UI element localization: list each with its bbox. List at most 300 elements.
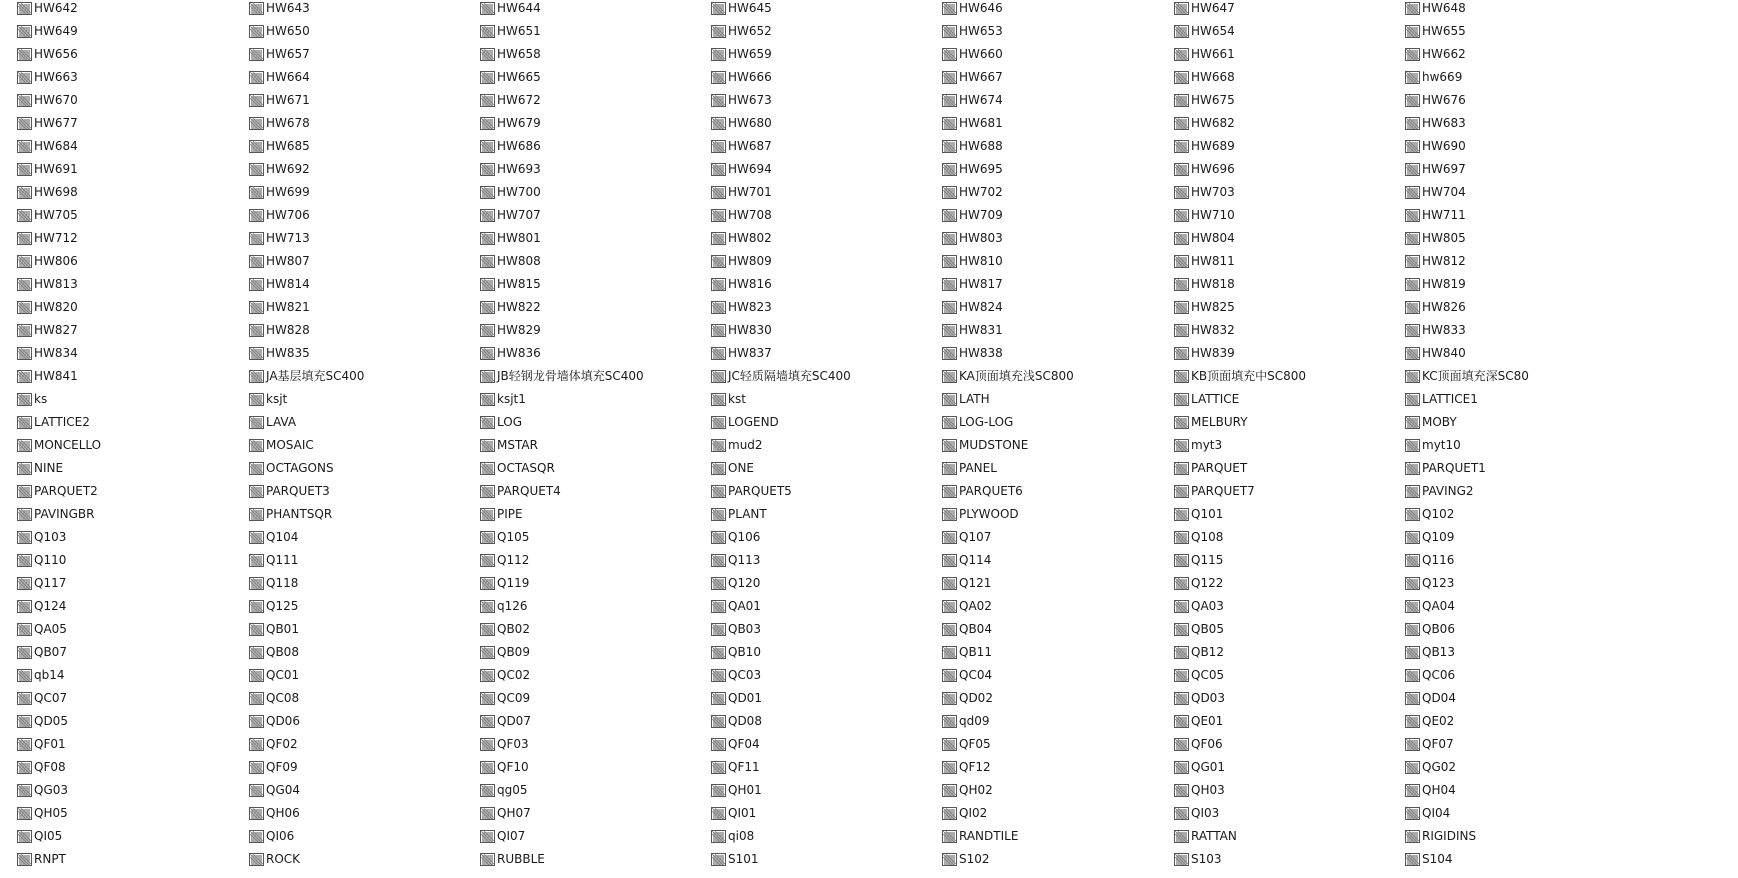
file-item[interactable] bbox=[463, 342, 694, 365]
file-item[interactable] bbox=[463, 710, 694, 733]
file-item[interactable] bbox=[1157, 641, 1388, 664]
file-item[interactable] bbox=[1388, 503, 1619, 526]
file-item[interactable] bbox=[925, 158, 1157, 181]
file-item[interactable] bbox=[1388, 158, 1619, 181]
file-item[interactable] bbox=[463, 480, 694, 503]
file-item[interactable] bbox=[232, 664, 463, 687]
file-item[interactable] bbox=[1157, 319, 1388, 342]
file-item-label: HW665 bbox=[497, 70, 541, 84]
file-item[interactable] bbox=[694, 227, 925, 250]
file-item[interactable] bbox=[1388, 756, 1619, 779]
file-item[interactable] bbox=[1157, 388, 1388, 411]
file-item[interactable] bbox=[232, 480, 463, 503]
file-item[interactable] bbox=[925, 434, 1157, 457]
file-item[interactable] bbox=[925, 0, 1157, 20]
file-item[interactable] bbox=[1157, 687, 1388, 710]
file-item[interactable] bbox=[1157, 365, 1388, 388]
file-item[interactable] bbox=[925, 43, 1157, 66]
file-item[interactable] bbox=[925, 526, 1157, 549]
file-item[interactable] bbox=[232, 158, 463, 181]
file-item[interactable] bbox=[232, 595, 463, 618]
file-item[interactable] bbox=[925, 388, 1157, 411]
file-item[interactable] bbox=[925, 20, 1157, 43]
file-item[interactable] bbox=[1157, 733, 1388, 756]
hatch-pattern-file-icon bbox=[942, 232, 957, 245]
file-item[interactable] bbox=[694, 825, 925, 848]
file-item[interactable] bbox=[0, 319, 232, 342]
hatch-pattern-file-icon bbox=[1174, 393, 1189, 406]
file-item[interactable] bbox=[1388, 365, 1619, 388]
file-item-label: LAVA bbox=[266, 415, 297, 429]
file-item[interactable] bbox=[1157, 43, 1388, 66]
file-item[interactable] bbox=[1388, 181, 1619, 204]
file-item-label: QB01 bbox=[266, 622, 299, 636]
file-item[interactable] bbox=[232, 181, 463, 204]
file-item[interactable] bbox=[1157, 135, 1388, 158]
file-item[interactable] bbox=[0, 365, 232, 388]
file-item[interactable] bbox=[1157, 0, 1388, 20]
file-item[interactable] bbox=[463, 779, 694, 802]
file-item[interactable] bbox=[463, 227, 694, 250]
file-item[interactable] bbox=[1157, 710, 1388, 733]
file-item[interactable] bbox=[232, 342, 463, 365]
hatch-pattern-file-icon bbox=[17, 692, 32, 705]
file-item[interactable] bbox=[232, 365, 463, 388]
file-item[interactable] bbox=[232, 0, 463, 20]
file-item[interactable] bbox=[1157, 20, 1388, 43]
file-item[interactable] bbox=[0, 250, 232, 273]
file-item[interactable] bbox=[232, 733, 463, 756]
hatch-pattern-file-icon bbox=[1174, 255, 1189, 268]
file-item[interactable] bbox=[1388, 641, 1619, 664]
file-item[interactable] bbox=[463, 687, 694, 710]
file-item[interactable] bbox=[0, 710, 232, 733]
file-item[interactable] bbox=[1388, 0, 1619, 20]
file-item[interactable] bbox=[0, 664, 232, 687]
file-item[interactable] bbox=[1388, 342, 1619, 365]
file-item[interactable] bbox=[694, 0, 925, 20]
file-item[interactable] bbox=[925, 135, 1157, 158]
file-item[interactable] bbox=[1157, 480, 1388, 503]
file-item[interactable] bbox=[463, 848, 694, 871]
file-item[interactable] bbox=[1388, 296, 1619, 319]
file-item[interactable] bbox=[0, 687, 232, 710]
file-item[interactable] bbox=[463, 388, 694, 411]
file-item-label: PLYWOOD bbox=[959, 507, 1019, 521]
hatch-pattern-file-icon bbox=[1405, 278, 1420, 291]
file-item[interactable] bbox=[925, 66, 1157, 89]
file-item[interactable] bbox=[1388, 549, 1619, 572]
file-item[interactable] bbox=[1157, 618, 1388, 641]
file-item[interactable] bbox=[925, 549, 1157, 572]
file-item[interactable] bbox=[694, 848, 925, 871]
file-item[interactable] bbox=[1388, 733, 1619, 756]
file-item[interactable] bbox=[925, 342, 1157, 365]
file-item[interactable] bbox=[0, 112, 232, 135]
file-item[interactable] bbox=[694, 365, 925, 388]
file-item[interactable] bbox=[232, 388, 463, 411]
file-item[interactable] bbox=[1388, 411, 1619, 434]
file-item[interactable] bbox=[925, 503, 1157, 526]
file-item[interactable] bbox=[1157, 296, 1388, 319]
file-item[interactable] bbox=[694, 733, 925, 756]
file-item[interactable] bbox=[463, 595, 694, 618]
file-item[interactable] bbox=[232, 825, 463, 848]
file-item[interactable] bbox=[1157, 411, 1388, 434]
file-item[interactable] bbox=[925, 250, 1157, 273]
file-item[interactable] bbox=[694, 457, 925, 480]
file-item[interactable] bbox=[232, 526, 463, 549]
file-item[interactable] bbox=[1388, 89, 1619, 112]
file-item[interactable] bbox=[463, 296, 694, 319]
file-item-label: HW827 bbox=[34, 323, 78, 337]
file-item[interactable] bbox=[463, 181, 694, 204]
file-item[interactable] bbox=[694, 595, 925, 618]
file-item[interactable] bbox=[0, 549, 232, 572]
file-item[interactable] bbox=[232, 641, 463, 664]
file-item[interactable] bbox=[1157, 273, 1388, 296]
file-item[interactable] bbox=[0, 572, 232, 595]
file-item[interactable] bbox=[463, 457, 694, 480]
file-item[interactable] bbox=[463, 204, 694, 227]
file-item[interactable] bbox=[463, 365, 694, 388]
file-item[interactable] bbox=[0, 89, 232, 112]
file-item[interactable] bbox=[232, 135, 463, 158]
file-item[interactable] bbox=[0, 779, 232, 802]
file-item[interactable] bbox=[1157, 595, 1388, 618]
file-item[interactable] bbox=[232, 756, 463, 779]
file-item-label: HW643 bbox=[266, 1, 310, 15]
file-item[interactable] bbox=[1388, 204, 1619, 227]
file-item[interactable] bbox=[232, 20, 463, 43]
file-item[interactable] bbox=[1388, 779, 1619, 802]
file-item[interactable] bbox=[0, 296, 232, 319]
file-item[interactable] bbox=[694, 618, 925, 641]
file-item[interactable] bbox=[1388, 802, 1619, 825]
file-item[interactable] bbox=[1388, 618, 1619, 641]
file-item-label: HW832 bbox=[1191, 323, 1235, 337]
file-item[interactable] bbox=[232, 319, 463, 342]
file-item[interactable] bbox=[925, 664, 1157, 687]
hatch-pattern-file-icon bbox=[1174, 807, 1189, 820]
file-item[interactable] bbox=[1388, 572, 1619, 595]
file-item[interactable] bbox=[232, 848, 463, 871]
file-item[interactable] bbox=[1157, 204, 1388, 227]
hatch-pattern-file-icon bbox=[711, 117, 726, 130]
file-item-label: HW676 bbox=[1422, 93, 1466, 107]
file-item[interactable] bbox=[463, 572, 694, 595]
file-item[interactable] bbox=[232, 296, 463, 319]
file-item[interactable] bbox=[463, 664, 694, 687]
file-item[interactable] bbox=[463, 825, 694, 848]
file-item[interactable] bbox=[694, 480, 925, 503]
file-item[interactable] bbox=[925, 733, 1157, 756]
file-item[interactable] bbox=[232, 572, 463, 595]
file-item[interactable] bbox=[232, 89, 463, 112]
file-item[interactable] bbox=[463, 66, 694, 89]
file-item[interactable] bbox=[925, 641, 1157, 664]
file-item[interactable] bbox=[1157, 158, 1388, 181]
file-item-label: QH04 bbox=[1422, 783, 1456, 797]
file-item[interactable] bbox=[1388, 687, 1619, 710]
hatch-pattern-file-icon bbox=[1174, 462, 1189, 475]
file-item[interactable] bbox=[0, 480, 232, 503]
file-item[interactable] bbox=[694, 319, 925, 342]
file-item[interactable] bbox=[463, 503, 694, 526]
file-item[interactable] bbox=[0, 641, 232, 664]
file-item[interactable] bbox=[694, 20, 925, 43]
file-item[interactable] bbox=[463, 802, 694, 825]
file-item[interactable] bbox=[694, 181, 925, 204]
file-item[interactable] bbox=[925, 710, 1157, 733]
file-item[interactable] bbox=[0, 618, 232, 641]
file-item-label: HW662 bbox=[1422, 47, 1466, 61]
file-item[interactable] bbox=[232, 43, 463, 66]
file-item[interactable] bbox=[694, 250, 925, 273]
file-item[interactable] bbox=[925, 595, 1157, 618]
hatch-pattern-file-icon bbox=[1174, 48, 1189, 61]
file-item[interactable] bbox=[694, 273, 925, 296]
file-item[interactable] bbox=[925, 227, 1157, 250]
file-item[interactable] bbox=[1157, 342, 1388, 365]
file-item[interactable] bbox=[1388, 388, 1619, 411]
file-item[interactable] bbox=[694, 802, 925, 825]
hatch-pattern-file-icon bbox=[942, 807, 957, 820]
file-item[interactable] bbox=[463, 273, 694, 296]
file-item[interactable] bbox=[463, 526, 694, 549]
file-item[interactable] bbox=[463, 250, 694, 273]
file-item[interactable] bbox=[0, 20, 232, 43]
file-item[interactable] bbox=[232, 204, 463, 227]
file-item[interactable] bbox=[925, 296, 1157, 319]
file-item[interactable] bbox=[925, 618, 1157, 641]
file-item[interactable] bbox=[1157, 250, 1388, 273]
file-item[interactable] bbox=[925, 365, 1157, 388]
file-item[interactable] bbox=[463, 112, 694, 135]
file-item[interactable] bbox=[463, 411, 694, 434]
file-item[interactable] bbox=[925, 411, 1157, 434]
file-item[interactable] bbox=[694, 112, 925, 135]
file-item[interactable] bbox=[925, 457, 1157, 480]
file-item[interactable] bbox=[0, 457, 232, 480]
file-item[interactable] bbox=[232, 250, 463, 273]
file-item[interactable] bbox=[0, 227, 232, 250]
file-item[interactable] bbox=[1388, 273, 1619, 296]
file-item[interactable] bbox=[0, 825, 232, 848]
file-item[interactable] bbox=[694, 388, 925, 411]
file-item[interactable] bbox=[694, 549, 925, 572]
file-item[interactable] bbox=[0, 411, 232, 434]
file-item[interactable] bbox=[0, 273, 232, 296]
file-item[interactable] bbox=[1388, 710, 1619, 733]
file-item[interactable] bbox=[232, 411, 463, 434]
file-item[interactable] bbox=[232, 802, 463, 825]
file-item[interactable] bbox=[1388, 227, 1619, 250]
file-item[interactable] bbox=[925, 825, 1157, 848]
file-item-label: QF06 bbox=[1191, 737, 1223, 751]
file-item[interactable] bbox=[232, 779, 463, 802]
file-item[interactable] bbox=[1157, 112, 1388, 135]
file-item[interactable] bbox=[1157, 434, 1388, 457]
file-item[interactable] bbox=[0, 204, 232, 227]
file-item[interactable] bbox=[0, 158, 232, 181]
file-item[interactable] bbox=[694, 43, 925, 66]
file-item[interactable] bbox=[0, 434, 232, 457]
file-item[interactable] bbox=[0, 43, 232, 66]
file-item[interactable] bbox=[694, 66, 925, 89]
file-item[interactable] bbox=[1388, 434, 1619, 457]
file-item[interactable] bbox=[1157, 549, 1388, 572]
file-item[interactable] bbox=[694, 572, 925, 595]
file-item[interactable] bbox=[0, 848, 232, 871]
file-item[interactable] bbox=[1388, 457, 1619, 480]
file-item[interactable] bbox=[232, 227, 463, 250]
file-item[interactable] bbox=[694, 296, 925, 319]
file-item[interactable] bbox=[463, 89, 694, 112]
file-item[interactable] bbox=[232, 687, 463, 710]
file-item[interactable] bbox=[925, 273, 1157, 296]
file-item[interactable] bbox=[925, 572, 1157, 595]
hatch-pattern-file-icon bbox=[249, 508, 264, 521]
file-item[interactable] bbox=[1157, 802, 1388, 825]
hatch-pattern-file-icon bbox=[17, 2, 32, 15]
file-item-label: HW706 bbox=[266, 208, 310, 222]
file-item[interactable] bbox=[0, 135, 232, 158]
file-item[interactable] bbox=[694, 135, 925, 158]
file-item[interactable] bbox=[463, 0, 694, 20]
file-item[interactable] bbox=[1157, 89, 1388, 112]
file-item[interactable] bbox=[232, 457, 463, 480]
file-item[interactable] bbox=[1157, 181, 1388, 204]
file-item[interactable] bbox=[1157, 66, 1388, 89]
file-item[interactable] bbox=[232, 273, 463, 296]
file-item[interactable] bbox=[925, 319, 1157, 342]
file-item[interactable] bbox=[232, 112, 463, 135]
file-item[interactable] bbox=[0, 181, 232, 204]
file-item[interactable] bbox=[1157, 457, 1388, 480]
file-item[interactable] bbox=[1388, 664, 1619, 687]
file-item[interactable] bbox=[0, 595, 232, 618]
file-item[interactable] bbox=[1388, 43, 1619, 66]
file-item[interactable] bbox=[1388, 135, 1619, 158]
file-item[interactable] bbox=[463, 20, 694, 43]
file-item[interactable] bbox=[925, 687, 1157, 710]
file-item[interactable] bbox=[694, 526, 925, 549]
file-item[interactable] bbox=[694, 411, 925, 434]
file-item[interactable] bbox=[1157, 572, 1388, 595]
file-item[interactable] bbox=[1388, 250, 1619, 273]
file-item[interactable] bbox=[694, 710, 925, 733]
file-item[interactable] bbox=[463, 549, 694, 572]
file-item[interactable] bbox=[694, 342, 925, 365]
file-item[interactable] bbox=[0, 733, 232, 756]
file-item[interactable] bbox=[694, 779, 925, 802]
file-item[interactable] bbox=[925, 756, 1157, 779]
file-item[interactable] bbox=[1157, 756, 1388, 779]
file-item[interactable] bbox=[694, 204, 925, 227]
file-item[interactable] bbox=[463, 135, 694, 158]
file-item[interactable] bbox=[1388, 66, 1619, 89]
file-item[interactable] bbox=[1388, 526, 1619, 549]
file-item[interactable] bbox=[463, 319, 694, 342]
file-item-label: HW655 bbox=[1422, 24, 1466, 38]
file-item[interactable] bbox=[925, 204, 1157, 227]
hatch-pattern-file-icon bbox=[480, 48, 495, 61]
hatch-pattern-file-icon bbox=[1174, 669, 1189, 682]
hatch-pattern-file-icon bbox=[249, 255, 264, 268]
hatch-pattern-file-icon bbox=[249, 117, 264, 130]
file-item[interactable] bbox=[232, 618, 463, 641]
file-item[interactable] bbox=[1388, 825, 1619, 848]
file-item[interactable] bbox=[694, 641, 925, 664]
file-item[interactable] bbox=[0, 503, 232, 526]
file-item[interactable] bbox=[694, 664, 925, 687]
file-item[interactable] bbox=[1157, 664, 1388, 687]
file-item[interactable] bbox=[1388, 319, 1619, 342]
file-item[interactable] bbox=[232, 549, 463, 572]
file-item[interactable] bbox=[925, 112, 1157, 135]
file-item[interactable] bbox=[0, 342, 232, 365]
file-item[interactable] bbox=[463, 756, 694, 779]
file-item[interactable] bbox=[1157, 779, 1388, 802]
file-item[interactable] bbox=[0, 756, 232, 779]
file-item[interactable] bbox=[694, 89, 925, 112]
file-item[interactable] bbox=[925, 848, 1157, 871]
file-item-label: HW806 bbox=[34, 254, 78, 268]
file-item[interactable] bbox=[1157, 526, 1388, 549]
file-item-label: HW667 bbox=[959, 70, 1003, 84]
file-item[interactable] bbox=[0, 388, 232, 411]
file-item[interactable] bbox=[925, 802, 1157, 825]
file-item[interactable] bbox=[694, 434, 925, 457]
file-item[interactable] bbox=[232, 66, 463, 89]
file-item[interactable] bbox=[925, 480, 1157, 503]
file-item[interactable] bbox=[0, 526, 232, 549]
file-item[interactable] bbox=[232, 503, 463, 526]
file-item[interactable] bbox=[1157, 825, 1388, 848]
file-item[interactable] bbox=[1388, 112, 1619, 135]
file-item[interactable] bbox=[1388, 480, 1619, 503]
file-item[interactable] bbox=[1388, 20, 1619, 43]
hatch-pattern-file-icon bbox=[17, 439, 32, 452]
file-item[interactable] bbox=[463, 618, 694, 641]
file-item[interactable] bbox=[463, 43, 694, 66]
file-item[interactable] bbox=[694, 687, 925, 710]
file-item[interactable] bbox=[1157, 848, 1388, 871]
file-item[interactable] bbox=[232, 710, 463, 733]
file-item[interactable] bbox=[463, 434, 694, 457]
file-item[interactable] bbox=[925, 779, 1157, 802]
file-item[interactable] bbox=[1157, 227, 1388, 250]
file-item[interactable] bbox=[463, 158, 694, 181]
file-item[interactable] bbox=[1388, 595, 1619, 618]
file-item[interactable] bbox=[463, 641, 694, 664]
file-item[interactable] bbox=[694, 756, 925, 779]
file-item[interactable] bbox=[0, 66, 232, 89]
file-item[interactable] bbox=[0, 0, 232, 20]
file-item[interactable] bbox=[1157, 503, 1388, 526]
file-item[interactable] bbox=[0, 802, 232, 825]
file-item[interactable] bbox=[1388, 848, 1619, 871]
hatch-pattern-file-icon bbox=[711, 347, 726, 360]
file-item[interactable] bbox=[925, 89, 1157, 112]
file-item[interactable] bbox=[232, 434, 463, 457]
file-item[interactable] bbox=[925, 181, 1157, 204]
file-item[interactable] bbox=[694, 158, 925, 181]
file-item-label: HW820 bbox=[34, 300, 78, 314]
file-item[interactable] bbox=[463, 733, 694, 756]
file-item[interactable] bbox=[694, 503, 925, 526]
